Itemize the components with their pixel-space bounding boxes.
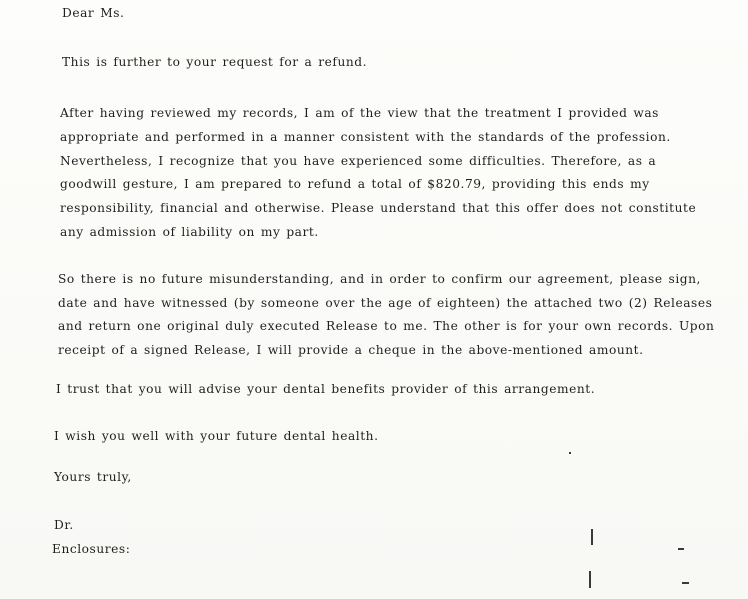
paragraph-3: I trust that you will advise your dental benefits provider of this arrangement.: [56, 382, 596, 396]
scan-mark: [591, 529, 593, 545]
closing: Yours truly,: [54, 470, 132, 484]
paragraph-1-line: responsibility, financial and otherwise. Please understand that this offer does not constitute: [60, 201, 697, 215]
paragraph-1-line: Nevertheless, I recognize that you have experienced some difficulties. Therefore, as a: [60, 154, 657, 168]
salutation: Dear Ms.: [62, 6, 125, 20]
scan-mark: [569, 452, 571, 454]
intro-line: This is further to your request for a refund.: [62, 55, 368, 69]
paragraph-2-line: and return one original duly executed Release to me. The other is for your own records. Upon: [58, 319, 715, 333]
paragraph-1-line: appropriate and performed in a manner consistent with the standards of the profession.: [60, 130, 671, 144]
paragraph-2-line: receipt of a signed Release, I will provide a cheque in the above-mentioned amount.: [58, 343, 644, 357]
paragraph-1-line: After having reviewed my records, I am of the view that the treatment I provided was: [60, 106, 659, 120]
paragraph-1-line: any admission of liability on my part.: [60, 225, 319, 239]
enclosures-label: Enclosures:: [52, 542, 131, 556]
signatory: Dr.: [54, 518, 74, 532]
scan-mark: [682, 582, 689, 584]
scan-mark: [589, 571, 591, 588]
paragraph-4: I wish you well with your future dental health.: [54, 429, 379, 443]
paragraph-1-line: goodwill gesture, I am prepared to refund a total of $820.79, providing this ends my: [60, 177, 650, 191]
scan-mark: [678, 548, 684, 550]
paragraph-2-line: date and have witnessed (by someone over the age of eighteen) the attached two (2) Releases: [58, 296, 713, 310]
paragraph-2-line: So there is no future misunderstanding, and in order to confirm our agreement, please sign,: [58, 272, 701, 286]
